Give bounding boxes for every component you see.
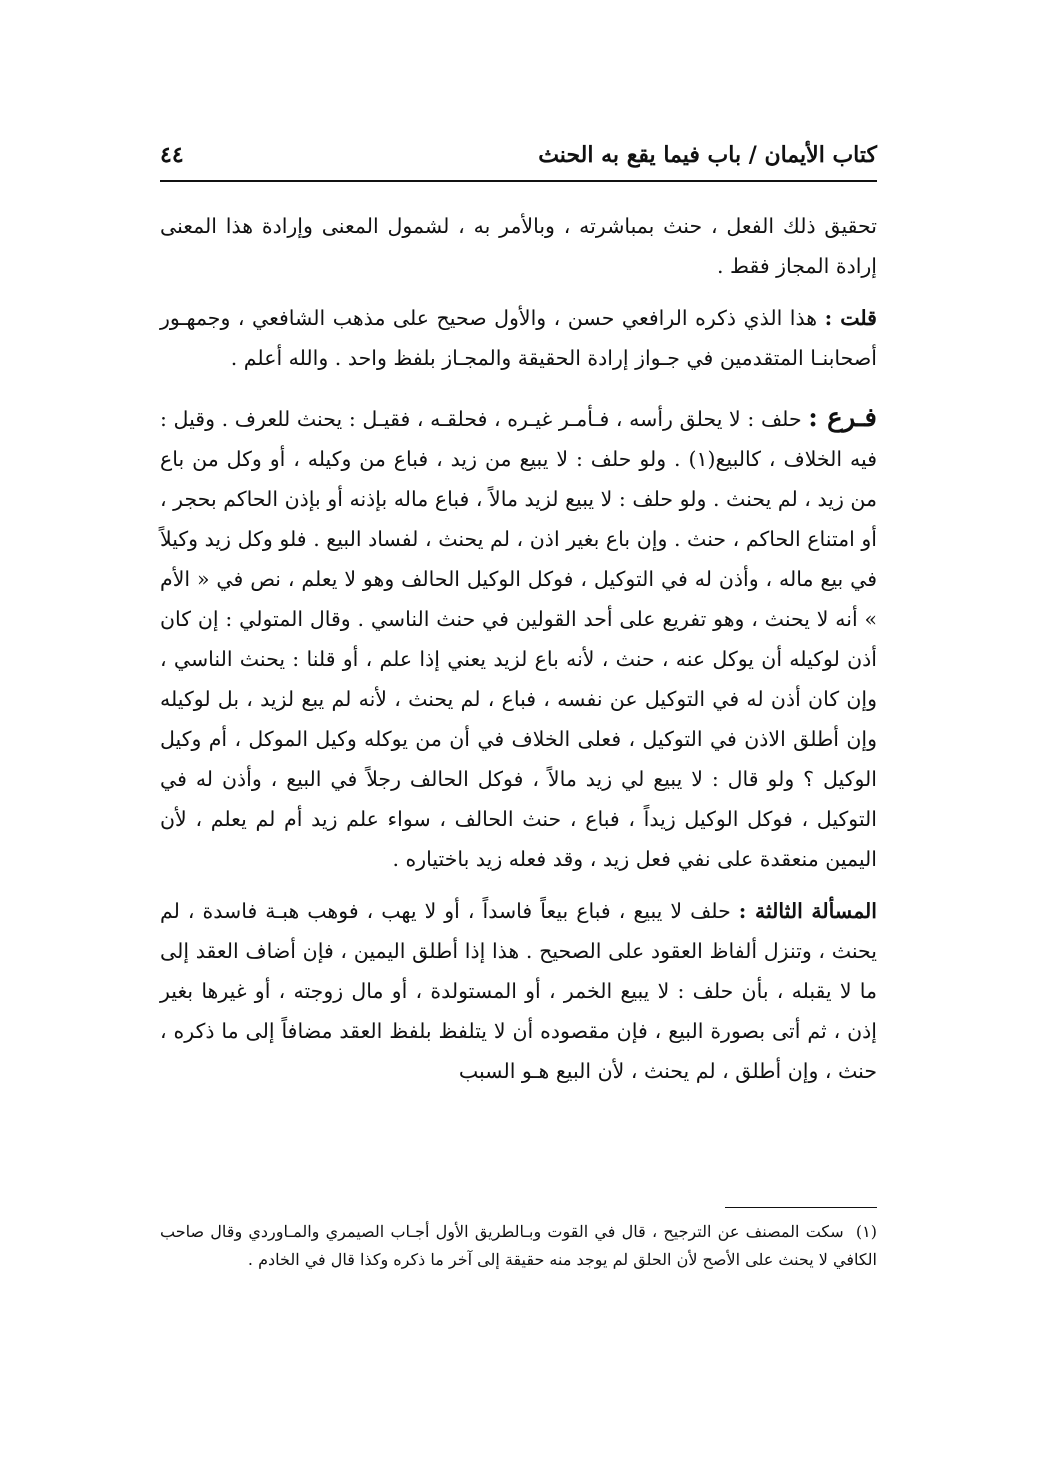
paragraph-text: هذا الذي ذكره الرافعي حسن ، والأول صحيح على مذهب الشافعي ، وجمهـور أصحابنـا المتقدمين في جـواز إرادة الحقيقة والمجـاز بلفظ واحد . والله أعلم .: [160, 306, 877, 370]
paragraph-lead: المسألة الثالثة :: [738, 899, 877, 923]
paragraph-lead: قلت :: [824, 306, 877, 330]
main-text: [160, 206, 877, 1091]
paragraph-text: حلف لا يبيع ، فباع بيعاً فاسداً ، أو لا يهب ، فوهب هبـة فاسدة ، لم يحنث ، وتنزل ألفاظ العقود على الصحيح . هذا إذا أطلق اليمين ، فإن أضاف العقد إلى ما لا يقبله ، بأن حلف : لا يبيع الخمر ، أو المستولدة ، أو مال زوجته ، أو غيرها بغير إذن ، ثم أتى بصورة البيع ، فإن مقصوده أن لا يتلفظ بلفظ العقد مضافاً إلى ما ذكره ، حنث ، وإن أطلق ، لم يحنث ، لأن البيع هـو السبب: [160, 899, 877, 1083]
paragraph-qultu: [160, 298, 877, 378]
header-title: كتاب الأيمان / باب فيما يقع به الحنث: [538, 142, 877, 168]
footnote-marker: (١): [855, 1222, 877, 1241]
footnote-text: سكت المصنف عن الترجيح ، قال في القوت وبـالطريق الأول أجـاب الصيمري والمـاوردي وقال صاحب الكافي لا يحنث على الأصح لأن الحلق لم يوجد منه حقيقة إلى آخر ما ذكره وكذا قال في الخادم .: [160, 1222, 877, 1269]
running-header: [160, 142, 877, 182]
paragraph-lead: فـرع :: [808, 403, 877, 433]
page-number: ٤٤: [160, 142, 184, 168]
paragraph-continuation: [160, 206, 877, 286]
paragraph-third-issue: [160, 891, 877, 1091]
paragraph-far: [160, 398, 877, 879]
header-rule: [160, 180, 877, 182]
footnote-rule: [725, 1207, 877, 1208]
footnote: [160, 1218, 877, 1274]
paragraph-text: تحقيق ذلك الفعل ، حنث بمباشرته ، وبالأمر به ، لشمول المعنى وإرادة هذا المعنى إرادة المجاز فقط .: [160, 214, 877, 278]
paragraph-text: حلف : لا يحلق رأسه ، فـأمـر غيـره ، فحلقـه ، فقيـل : يحنث للعرف . وقيل : فيه الخلاف ، كالبيع(١) . ولو حلف : لا يبيع من زيد ، فباع من وكيله ، أو وكل من باع من زيد ، لم يحنث . ولو حلف : لا يبيع لزيد مالاً ، فباع ماله بإذنه أو بإذن الحاكم بحجر ، أو امتناع الحاكم ، حنث . وإن باع بغير اذن ، لم يحنث ، لفساد البيع . فلو وكل زيد وكيلاً في بيع ماله ، وأذن له في التوكيل ، فوكل الوكيل الحالف وهو لا يعلم ، نص في « الأم » أنه لا يحنث ، وهو تفريع على أحد القولين في حنث الناسي . وقال المتولي : إن كان أذن لوكيله أن يوكل عنه ، حنث ، لأنه باع لزيد يعني إذا علم ، أو قلنا : يحنث الناسي ، وإن كان أذن له في التوكيل عن نفسه ، فباع ، لم يحنث ، لأنه لم يبع لزيد ، بل لوكيله وإن أطلق الاذن في التوكيل ، فعلى الخلاف في أن من يوكله وكيل الموكل ، أم وكيل الوكيل ؟ ولو قال : لا يبيع لي زيد مالاً ، فوكل الحالف رجلاً في البيع ، وأذن له في التوكيل ، فوكل الوكيل زيداً ، فباع ، حنث الحالف ، سواء علم زيد أم لم يعلم ، لأن اليمين منعقدة على نفي فعل زيد ، وقد فعله زيد باختياره .: [160, 407, 878, 871]
